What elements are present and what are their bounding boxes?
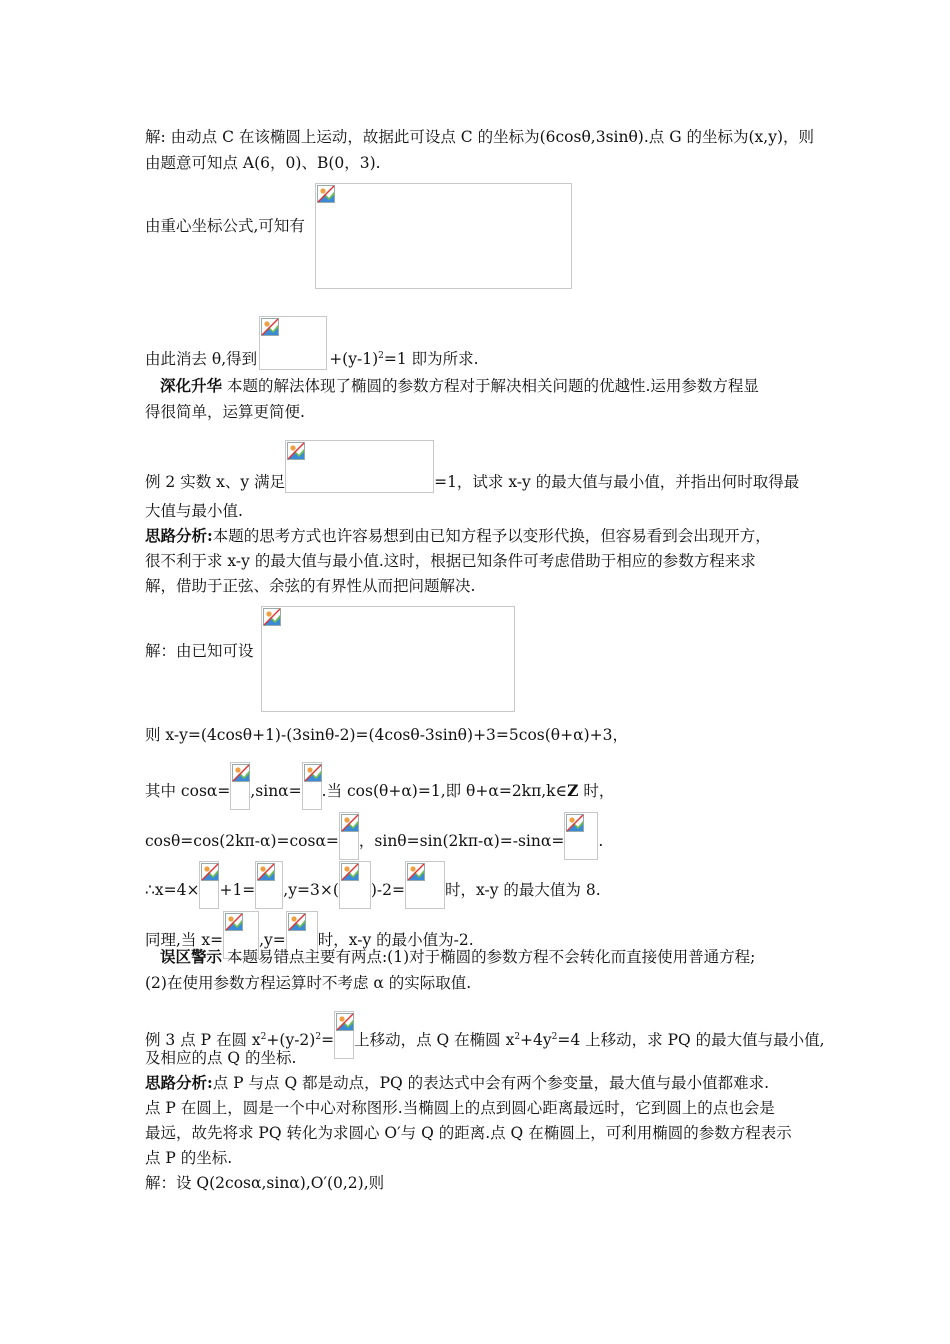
broken-image-icon xyxy=(304,764,322,782)
centroid-formula-image xyxy=(315,183,572,289)
analysis3-line-2: 点 P 在圆上，圆是一个中心对称图形.当椭圆上的点到圆心距离最远时，它到圆上的点也会是 xyxy=(145,1099,775,1117)
example2-line-1: 例 2 实数 x、y 满足 =1，试求 x-y 的最大值与最小值，并指出何时取得最 xyxy=(145,440,799,493)
broken-image-icon xyxy=(257,863,275,881)
analysis2-line-2: 很不利于求 x-y 的最大值与最小值.这时，根据已知条件可考虑借助于相应的参数方程来求 xyxy=(145,552,756,570)
elimination-formula-image xyxy=(259,316,327,370)
broken-image-icon xyxy=(263,608,281,626)
max-image-1 xyxy=(199,861,219,909)
deepen-label: 深化升华 xyxy=(160,376,223,395)
example3-line-1: 例 3 点 P 在圆 $x^2+(y-2)^2=$ 上移动，点 Q 在椭圆 $x^2+4y^2=4$ 上移动，求 PQ 的最大值与最小值, xyxy=(145,1011,825,1059)
broken-image-icon xyxy=(288,913,306,931)
deepen-line-1: 深化升华 本题的解法体现了椭圆的参数方程对于解决相关问题的优越性.运用参数方程显 xyxy=(160,376,759,395)
min-value-line: 同理,当 x= ,y= 时，x-y 的最小值为-2. xyxy=(145,911,474,959)
example3-line-2: 及相应的点 Q 的坐标. xyxy=(145,1049,297,1067)
warning-label: 误区警示 xyxy=(160,947,223,966)
elimination-line: 由此消去 θ,得到 $+(y-1)^2=1$ 即为所求. xyxy=(145,316,479,370)
max-image-3 xyxy=(339,861,371,909)
broken-image-icon xyxy=(341,863,359,881)
warning-line-2: (2)在使用参数方程运算时不考虑 α 的实际取值. xyxy=(145,974,472,992)
max-image-4 xyxy=(405,861,445,909)
broken-image-icon xyxy=(225,913,243,931)
broken-image-icon xyxy=(261,318,279,336)
then-xy-line: 则 x-y=(4cosθ+1)-(3sinθ-2)=(4cosθ-3sinθ)+3=5cos(θ+α)+3， xyxy=(145,726,628,744)
broken-image-icon xyxy=(341,814,359,832)
ellipse-equation-image xyxy=(285,440,434,493)
solution2-known: 解：由已知可设 xyxy=(145,642,254,660)
analysis2-line-3: 解，借助于正弦、余弦的有界性从而把问题解决. xyxy=(145,577,476,595)
solution3-line: 解：设 Q(2cosα,sinα),O′(0,2),则 xyxy=(145,1174,385,1192)
where-alpha-line: 其中 cosα= ,sinα= .当 cos(θ+α)=1,即 θ+α=2kπ,k∈Z 时， xyxy=(145,762,614,810)
broken-image-icon xyxy=(336,1013,354,1031)
analysis3-line-1: 思路分析:点 P 与点 Q 都是动点，PQ 的表达式中会有两个参变量，最大值与最小值都难求. xyxy=(145,1073,770,1092)
analysis2-line-1: 思路分析:本题的思考方式也许容易想到由已知方程予以变形代换，但容易看到会出现开方， xyxy=(145,526,771,545)
broken-image-icon xyxy=(287,442,305,460)
solution-line-2: 由题意可知点 A(6，0)、B(0，3). xyxy=(145,154,381,172)
centroid-text: 由重心坐标公式,可知有 xyxy=(145,217,305,235)
analysis3-line-4: 点 P 的坐标. xyxy=(145,1149,233,1167)
solution-line-1: 解: 由动点 C 在该椭圆上运动，故据此可设点 C 的坐标为(6cosθ,3sinθ).点 G 的坐标为(x,y)，则 xyxy=(145,128,815,146)
max-value-line: ∴x=4× +1= ,y=3×( )-2= 时，x-y 的最大值为 8. xyxy=(145,861,601,909)
cos-theta-value-image xyxy=(339,812,359,860)
analysis3-line-3: 最远，故先将求 PQ 转化为求圆心 O′与 Q 的距离.点 Q 在椭圆上，可利用椭圆的参数方程表示 xyxy=(145,1124,792,1142)
deepen-line-2: 得很简单，运算更简便. xyxy=(145,403,305,421)
cos-theta-line: cosθ=cos(2kπ-α)=cosα= ，sinθ=sin(2kπ-α)=-sinα= . xyxy=(145,812,603,860)
warning-line-1: 误区警示 本题易错点主要有两点:(1)对于椭圆的参数方程不会转化而直接使用普通方程; xyxy=(160,947,756,966)
example2-line-2: 大值与最小值. xyxy=(145,502,243,520)
parametric-setup-image xyxy=(261,606,515,712)
broken-image-icon xyxy=(566,814,584,832)
broken-image-icon xyxy=(407,863,425,881)
max-image-2 xyxy=(255,861,283,909)
sin-alpha-image xyxy=(302,762,322,810)
broken-image-icon xyxy=(317,185,335,203)
broken-image-icon xyxy=(201,863,219,881)
broken-image-icon xyxy=(232,764,250,782)
cos-alpha-image xyxy=(230,762,250,810)
sin-theta-value-image xyxy=(564,812,598,860)
circle-radius-image xyxy=(334,1011,354,1059)
